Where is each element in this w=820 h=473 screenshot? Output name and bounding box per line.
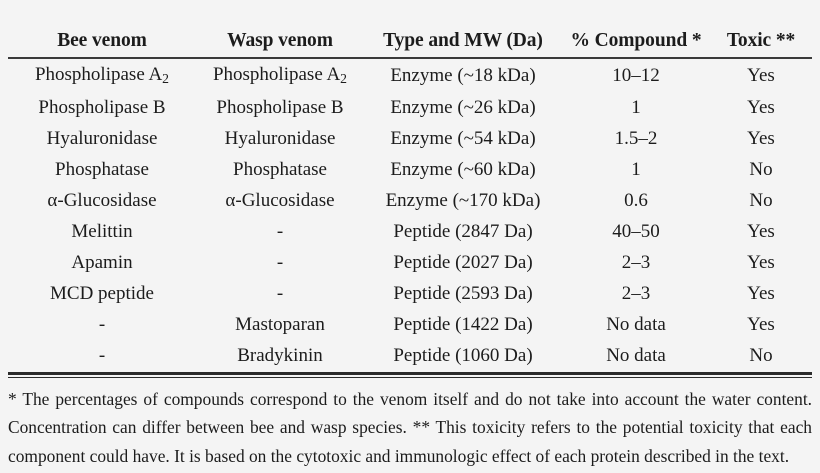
cell-toxic: Yes: [747, 314, 775, 336]
cell-toxic: Yes: [747, 282, 775, 304]
column-header-toxic: Toxic **: [710, 30, 812, 58]
cell-wasp-venom: Phosphatase: [233, 158, 327, 180]
cell-bee-venom: α-Glucosidase: [47, 189, 157, 211]
cell-wasp-venom: α-Glucosidase: [225, 189, 335, 211]
cell-wasp-venom: Mastoparan: [235, 314, 325, 336]
cell-toxic: No: [749, 345, 773, 367]
cell-wasp-venom: Bradykinin: [237, 345, 323, 367]
cell-type-mw: Enzyme (~18 kDa): [390, 64, 536, 86]
table-row: [8, 216, 812, 247]
table-footnote: * The percentages of compounds correspond to the venom itself and do not take into account the water content. Concentration can differ between bee and wasp species. ** This toxicity refers to the potential toxicity that each component could have. It is based on the cytotoxic and immunologic effect of each protein described in the text.: [8, 389, 812, 466]
cell-bee-venom: Hyaluronidase: [46, 127, 158, 149]
cell-toxic: Yes: [747, 64, 775, 86]
table-header: [8, 30, 812, 58]
cell-toxic: No: [749, 158, 773, 180]
table-row: [8, 278, 812, 309]
cell-type-mw: Enzyme (~170 kDa): [385, 189, 541, 211]
cell-toxic: No: [749, 189, 773, 211]
cell-type-mw: Enzyme (~60 kDa): [390, 158, 536, 180]
cell-wasp-venom: -: [276, 282, 284, 304]
column-header-pct-compound: % Compound *: [562, 30, 710, 58]
cell-type-mw: Enzyme (~26 kDa): [390, 96, 536, 118]
cell-toxic: Yes: [747, 251, 775, 273]
cell-pct-compound: 1.5–2: [614, 127, 658, 149]
table-figure: [0, 30, 820, 473]
table-row: [8, 58, 812, 91]
table-row: [8, 185, 812, 216]
table-row: [8, 154, 812, 185]
cell-bee-venom: -: [98, 314, 106, 336]
subscript: 2: [340, 71, 348, 87]
cell-bee-venom: -: [98, 345, 106, 367]
cell-bee-venom: Phosphatase: [55, 158, 149, 180]
table-row: [8, 92, 812, 123]
column-header-bee-venom: Bee venom: [8, 30, 196, 58]
table-header-row: [8, 30, 812, 58]
cell-bee-venom: MCD peptide: [50, 282, 154, 304]
cell-type-mw: Peptide (2027 Da): [393, 251, 533, 273]
cell-pct-compound: 0.6: [624, 189, 648, 211]
table-bottom-rule: [8, 372, 812, 378]
cell-bee-venom: Apamin: [71, 251, 133, 273]
table-row: [8, 123, 812, 154]
cell-type-mw: Peptide (2593 Da): [393, 282, 533, 304]
venom-components-table: [8, 30, 812, 372]
cell-bee-venom: Phospholipase $A_2$: [34, 64, 170, 87]
cell-type-mw: Peptide (1422 Da): [393, 314, 533, 336]
table-row: [8, 247, 812, 278]
cell-pct-compound: 10–12: [612, 64, 660, 86]
table-body: [8, 58, 812, 372]
cell-toxic: Yes: [747, 96, 775, 118]
cell-type-mw: Peptide (2847 Da): [393, 220, 533, 242]
cell-pct-compound: 1: [631, 96, 641, 118]
cell-toxic: Yes: [747, 220, 775, 242]
cell-pct-compound: 40–50: [612, 220, 660, 242]
cell-bee-venom: Phospholipase B: [38, 96, 166, 118]
cell-toxic: Yes: [747, 127, 775, 149]
subscript: 2: [162, 71, 170, 87]
cell-type-mw: Enzyme (~54 kDa): [390, 127, 536, 149]
cell-pct-compound: No data: [606, 314, 666, 336]
table-row: [8, 309, 812, 340]
column-header-type-mw: Type and MW (Da): [364, 30, 562, 58]
cell-type-mw: Peptide (1060 Da): [393, 345, 533, 367]
cell-wasp-venom: Phospholipase B: [216, 96, 344, 118]
cell-pct-compound: 2–3: [621, 251, 651, 273]
cell-pct-compound: 2–3: [621, 282, 651, 304]
cell-bee-venom: Melittin: [71, 220, 133, 242]
cell-wasp-venom: -: [276, 220, 284, 242]
cell-wasp-venom: Phospholipase $A_2$: [212, 64, 348, 87]
cell-wasp-venom: -: [276, 251, 284, 273]
cell-pct-compound: 1: [631, 158, 641, 180]
table-row: [8, 340, 812, 372]
column-header-wasp-venom: Wasp venom: [196, 30, 364, 58]
cell-pct-compound: No data: [606, 345, 666, 367]
cell-wasp-venom: Hyaluronidase: [224, 127, 336, 149]
